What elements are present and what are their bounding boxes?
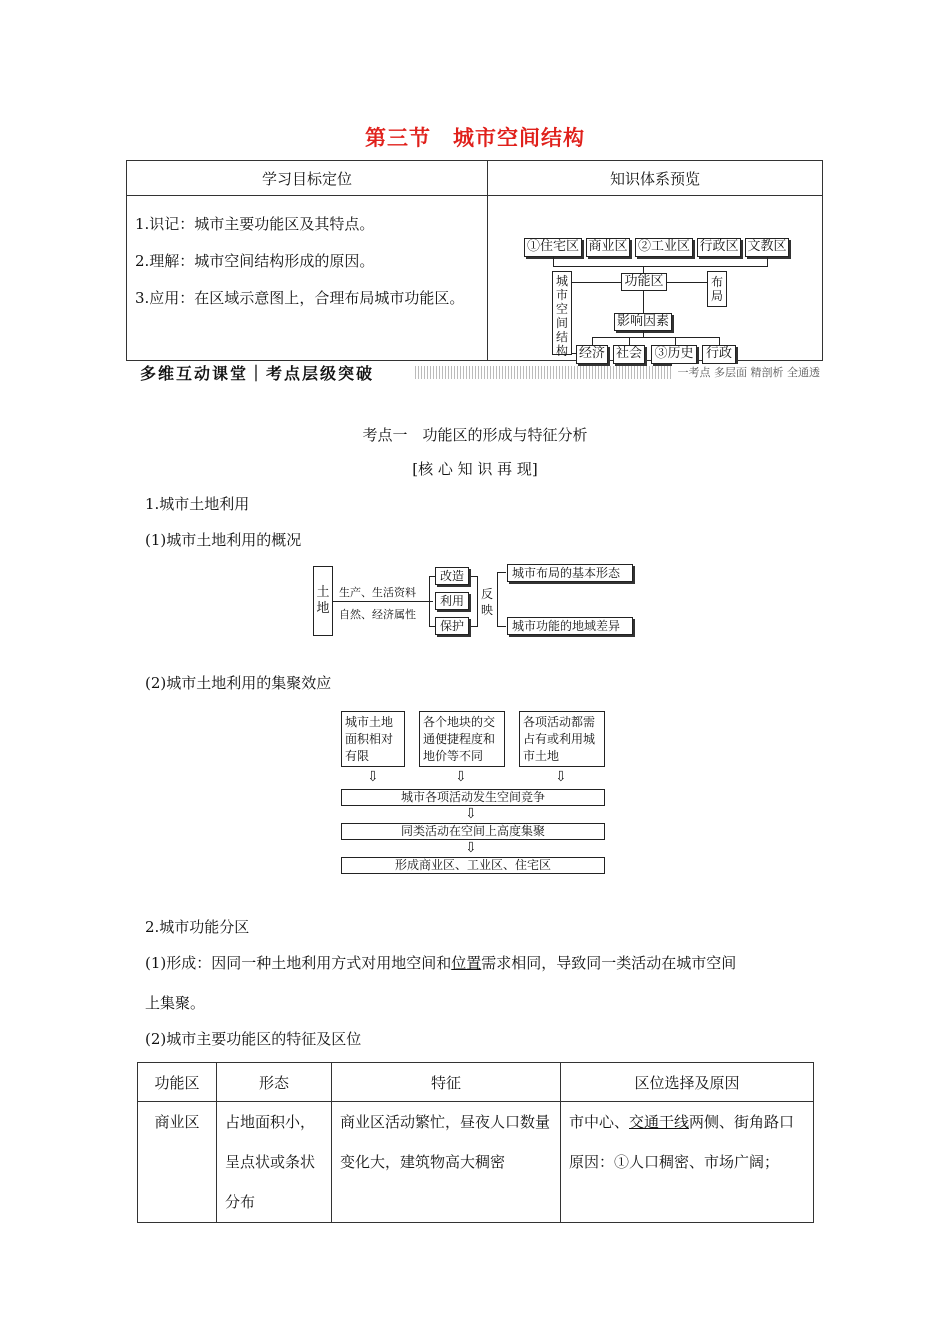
goal-item: 3.应用：在区域示意图上，合理布局城市功能区。 xyxy=(135,289,465,307)
step-agglomeration: 同类活动在空间上高度集聚 xyxy=(341,823,605,840)
box-education: 文教区 xyxy=(745,238,789,257)
underlined-term: 交通干线 xyxy=(629,1113,690,1131)
action-use: 利用 xyxy=(435,592,469,610)
action-reform: 改造 xyxy=(435,567,469,585)
band-tagline: 一考点 多层面 精剖析 全通透 xyxy=(672,364,821,380)
formation-paragraph: (1)形成：因同一种土地利用方式对用地空间和位置需求相同，导致同一类活动在城市空间 xyxy=(145,954,737,972)
vertical-layout: 布局 xyxy=(707,271,727,307)
th-location: 区位选择及原因 xyxy=(561,1063,814,1102)
box-commercial: 商业区 xyxy=(586,238,630,257)
vertical-city-structure: 城市空间结构 xyxy=(552,271,572,355)
result-urban-form: 城市布局的基本形态 xyxy=(507,564,633,582)
cell-location: 市中心、交通干线两侧、街角路口 原因：①人口稠密、市场广阔； xyxy=(561,1102,814,1223)
box-society: 社会 xyxy=(613,345,645,364)
land-box: 土地 xyxy=(313,566,333,636)
goal-item: 1.识记：城市主要功能区及其特点。 xyxy=(135,215,375,233)
box-industrial: ②工业区 xyxy=(635,238,693,257)
step-zones: 形成商业区、工业区、住宅区 xyxy=(341,857,605,874)
formation-paragraph-end: 上集聚。 xyxy=(145,994,206,1012)
cell-feature: 商业区活动繁忙，昼夜人口数量变化大，建筑物高大稠密 xyxy=(332,1102,561,1223)
box-residential: ①住宅区 xyxy=(524,238,582,257)
heading-agglomeration: (2)城市土地利用的集聚效应 xyxy=(145,674,332,692)
down-arrow-icon: ⇩ xyxy=(555,769,567,785)
heading-zoning: 2.城市功能分区 xyxy=(145,918,250,936)
objectives-table xyxy=(126,160,823,361)
section-band xyxy=(140,361,820,383)
down-arrow-icon: ⇩ xyxy=(367,769,379,785)
heading-land-use-overview: (1)城市土地利用的概况 xyxy=(145,531,302,549)
action-protect: 保护 xyxy=(435,617,469,635)
down-arrow-icon: ⇩ xyxy=(465,806,477,822)
box-administrative: 行政区 xyxy=(697,238,741,257)
underlined-term: 位置 xyxy=(451,954,482,972)
box-history: ③历史 xyxy=(651,345,697,364)
goals-cell xyxy=(127,196,488,361)
overview-header: 知识体系预览 xyxy=(488,161,823,196)
table-row xyxy=(138,1102,814,1223)
heading-land-use: 1.城市土地利用 xyxy=(145,495,250,513)
down-arrow-icon: ⇩ xyxy=(465,840,477,856)
reflect-label: 反映 xyxy=(481,587,494,617)
box-functional-zone: 功能区 xyxy=(621,273,667,291)
box-factors: 影响因素 xyxy=(614,313,672,331)
knowledge-diagram xyxy=(488,196,823,361)
land-attr-1: 生产、生活资料 xyxy=(339,586,416,599)
cell-zone: 商业区 xyxy=(138,1102,217,1223)
cause-land-demand: 各项活动都需占有或利用城市土地 xyxy=(519,711,605,767)
down-arrow-icon: ⇩ xyxy=(455,769,467,785)
section-subtitle: [核 心 知 识 再 现] xyxy=(412,460,538,478)
cell-form: 占地面积小，呈点状或条状分布 xyxy=(217,1102,332,1223)
section-title: 考点一 功能区的形成与特征分析 xyxy=(362,426,588,444)
land-use-flow xyxy=(313,562,643,638)
heading-zone-features: (2)城市主要功能区的特征及区位 xyxy=(145,1030,362,1048)
box-administration: 行政 xyxy=(702,345,736,364)
th-feature: 特征 xyxy=(332,1063,561,1102)
box-economy: 经济 xyxy=(576,345,608,364)
result-function-diff: 城市功能的地域差异 xyxy=(507,617,633,635)
location-reason: 原因：①人口稠密、市场广阔； xyxy=(569,1153,780,1171)
land-attr-2: 自然、经济属性 xyxy=(339,608,416,621)
agglomeration-flow xyxy=(341,711,609,879)
cause-limited-land: 城市土地面积相对有限 xyxy=(341,711,405,767)
th-form: 形态 xyxy=(217,1063,332,1102)
goal-item: 2.理解：城市空间结构形成的原因。 xyxy=(135,252,375,270)
page-title: 第三节 城市空间结构 xyxy=(365,126,585,150)
band-title: 多维互动课堂｜考点层级突破 xyxy=(140,364,375,383)
th-zone: 功能区 xyxy=(138,1063,217,1102)
objectives-header: 学习目标定位 xyxy=(127,161,488,196)
cause-accessibility: 各个地块的交通便捷程度和地价等不同 xyxy=(419,711,505,767)
step-competition: 城市各项活动发生空间竞争 xyxy=(341,789,605,806)
zone-table xyxy=(137,1062,814,1223)
